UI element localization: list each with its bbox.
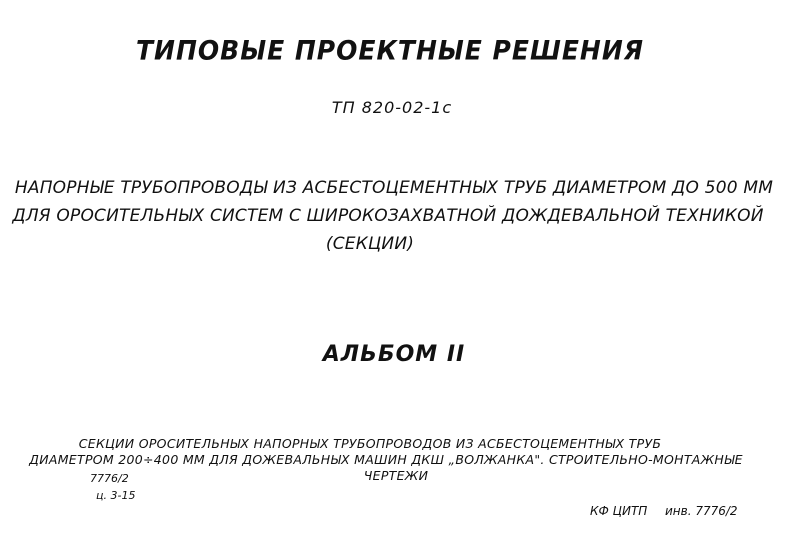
subtitle-line-2: ДИАМЕТРОМ 200÷400 ММ ДЛЯ ДОЖЕВАЛЬНЫХ МАШИН ДКШ „ВОЛЖАНКА". СТРОИТЕЛЬНО-МОНТАЖНЫЕ: [29, 452, 743, 467]
description-line-1: НАПОРНЫЕ ТРУБОПРОВОДЫ ИЗ АСБЕСТОЦЕМЕНТНЫХ ТРУБ ДИАМЕТРОМ ДО 500 ММ: [14, 178, 774, 198]
document-code: ТП 820-02-1с: [331, 98, 453, 117]
description-line-2: ДЛЯ ОРОСИТЕЛЬНЫХ СИСТЕМ С ШИРОКОЗАХВАТНОЙ ДОЖДЕВАЛЬНОЙ ТЕХНИКОЙ: [12, 206, 764, 226]
main-title: ТИПОВЫЕ ПРОЕКТНЫЕ РЕШЕНИЯ: [135, 35, 645, 66]
organization-stamp: КФ ЦИТП: [590, 504, 648, 518]
description-line-3: (СЕКЦИИ): [325, 234, 415, 254]
handwritten-sheet-note: ц. 3-15: [96, 489, 136, 502]
subtitle-line-1: СЕКЦИИ ОРОСИТЕЛЬНЫХ НАПОРНЫХ ТРУБОПРОВОДОВ ИЗ АСБЕСТОЦЕМЕНТНЫХ ТРУБ: [78, 436, 662, 451]
album-label: АЛЬБОМ II: [322, 342, 466, 367]
handwritten-number-note: 7776/2: [90, 472, 129, 485]
inventory-number: инв. 7776/2: [665, 504, 738, 518]
subtitle-line-3: ЧЕРТЕЖИ: [363, 468, 429, 483]
